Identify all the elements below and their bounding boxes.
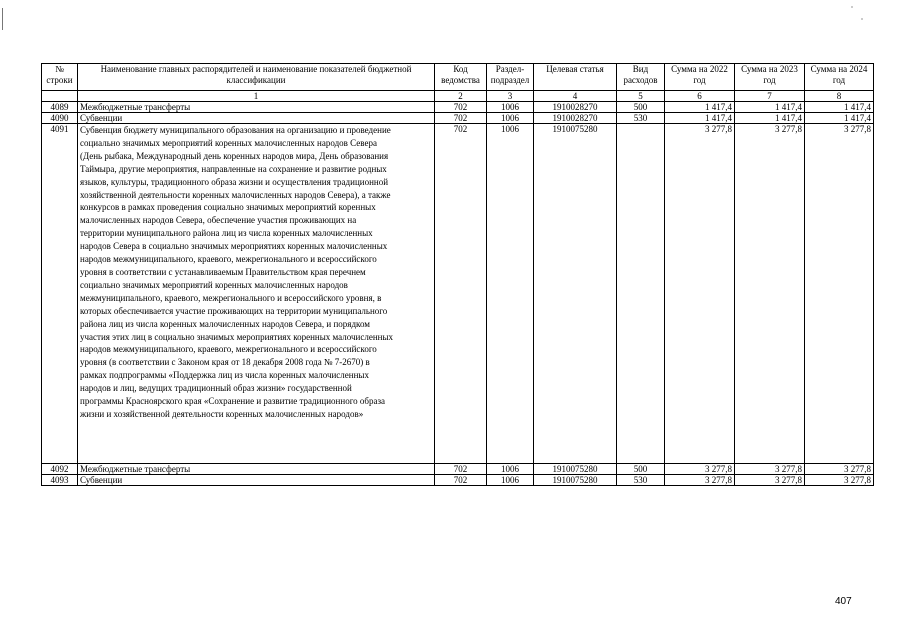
section-code: 1006 bbox=[487, 102, 534, 113]
scan-speck bbox=[861, 18, 863, 20]
table-row bbox=[42, 124, 874, 464]
column-number: 5 bbox=[617, 91, 665, 102]
section-code: 1006 bbox=[487, 475, 534, 486]
dept-code: 702 bbox=[435, 475, 487, 486]
target-code: 1910075280 bbox=[534, 124, 617, 464]
row-name: Субвенции bbox=[78, 475, 435, 486]
expense-type bbox=[617, 124, 665, 464]
table-row bbox=[42, 113, 874, 124]
scan-edge-mark bbox=[2, 8, 3, 30]
sum-2024: 3 277,8 bbox=[805, 464, 874, 475]
row-name: Межбюджетные трансферты bbox=[78, 464, 435, 475]
sum-2022: 3 277,8 bbox=[665, 475, 735, 486]
sum-2023: 3 277,8 bbox=[735, 475, 805, 486]
header-section: Раздел- подраздел bbox=[487, 64, 534, 91]
sum-2024: 1 417,4 bbox=[805, 102, 874, 113]
page-number: 407 bbox=[835, 596, 852, 607]
target-code: 1910075280 bbox=[534, 464, 617, 475]
sum-2024: 1 417,4 bbox=[805, 113, 874, 124]
section-code: 1006 bbox=[487, 124, 534, 464]
row-name: Субвенция бюджету муниципального образования на организацию и проведение социально значимых мероприятий коренных малочисленных народов Севера (День рыбака, Международный день коренных народов мира, День образования Таймыра, другие мероприятия, направленные на сохранение и развитие родных языков, культуры, традиционного образа жизни и осуществления традиционной хозяйственной деятельности коренных малочисленных народов Севера), а также конкурсов в рамках проведения социально значимых мероприятий коренных малочисленных народов Севера, обеспечение участия проживающих на территории муниципального района лиц из числа коренных малочисленных народов Севера в социально значимых мероприятиях коренных малочисленных народов межмуниципального, краевого, межрегионального и всероссийского уровня в соответствии с устанавливаемым Правительством края перечнем социально значимых мероприятий коренных малочисленных народов межмуниципального, краевого, межрегионального и всероссийского уровня, в которых обеспечивается участие проживающих на территории муниципального района лиц из числа коренных малочисленных народов Севера, и порядком участия этих лиц в социально значимых мероприятиях коренных малочисленных народов межмуниципального, краевого, межрегионального и всероссийского уровня (в соответствии с Законом края от 18 декабря 2008 года № 7-2670) в рамках подпрограммы «Поддержка лиц из числа коренных малочисленных народов и лиц, ведущих традиционный образ жизни» государственной программы Красноярского края «Сохранение и развитие традиционного образа жизни и хозяйственной деятельности коренных малочисленных народов» bbox=[78, 124, 435, 464]
column-number-row bbox=[42, 91, 874, 102]
column-number: 6 bbox=[665, 91, 735, 102]
dept-code: 702 bbox=[435, 464, 487, 475]
sum-2024: 3 277,8 bbox=[805, 124, 874, 464]
header-dept-code: Код ведомства bbox=[435, 64, 487, 91]
table-row bbox=[42, 464, 874, 475]
expense-type: 500 bbox=[617, 464, 665, 475]
dept-code: 702 bbox=[435, 113, 487, 124]
row-number: 4090 bbox=[42, 113, 78, 124]
column-number bbox=[42, 91, 78, 102]
row-number: 4093 bbox=[42, 475, 78, 486]
sum-2022: 1 417,4 bbox=[665, 113, 735, 124]
column-number: 7 bbox=[735, 91, 805, 102]
header-target: Целевая статья bbox=[534, 64, 617, 91]
target-code: 1910075280 bbox=[534, 475, 617, 486]
sum-2022: 3 277,8 bbox=[665, 124, 735, 464]
sum-2023: 1 417,4 bbox=[735, 113, 805, 124]
column-number: 8 bbox=[805, 91, 874, 102]
sum-2022: 1 417,4 bbox=[665, 102, 735, 113]
budget-table bbox=[41, 63, 874, 486]
row-name: Субвенции bbox=[78, 113, 435, 124]
table-header-row bbox=[42, 64, 874, 91]
sum-2023: 1 417,4 bbox=[735, 102, 805, 113]
column-number: 3 bbox=[487, 91, 534, 102]
column-number: 2 bbox=[435, 91, 487, 102]
expense-type: 530 bbox=[617, 113, 665, 124]
sum-2024: 3 277,8 bbox=[805, 475, 874, 486]
expense-type: 530 bbox=[617, 475, 665, 486]
sum-2023: 3 277,8 bbox=[735, 464, 805, 475]
sum-2023: 3 277,8 bbox=[735, 124, 805, 464]
sum-2022: 3 277,8 bbox=[665, 464, 735, 475]
target-code: 1910028270 bbox=[534, 102, 617, 113]
dept-code: 702 bbox=[435, 102, 487, 113]
header-row-number: № строки bbox=[42, 64, 78, 91]
table-row bbox=[42, 102, 874, 113]
header-name: Наименование главных распорядителей и наименование показателей бюджетной классификации bbox=[78, 64, 435, 91]
column-number: 1 bbox=[78, 91, 435, 102]
row-number: 4091 bbox=[42, 124, 78, 464]
column-number: 4 bbox=[534, 91, 617, 102]
scan-speck bbox=[851, 6, 853, 8]
row-number: 4092 bbox=[42, 464, 78, 475]
header-sum-2022: Сумма на 2022 год bbox=[665, 64, 735, 91]
header-sum-2024: Сумма на 2024 год bbox=[805, 64, 874, 91]
section-code: 1006 bbox=[487, 113, 534, 124]
row-name: Межбюджетные трансферты bbox=[78, 102, 435, 113]
expense-type: 500 bbox=[617, 102, 665, 113]
target-code: 1910028270 bbox=[534, 113, 617, 124]
header-expense-type: Вид расходов bbox=[617, 64, 665, 91]
table-row bbox=[42, 475, 874, 486]
dept-code: 702 bbox=[435, 124, 487, 464]
section-code: 1006 bbox=[487, 464, 534, 475]
row-number: 4089 bbox=[42, 102, 78, 113]
header-sum-2023: Сумма на 2023 год bbox=[735, 64, 805, 91]
